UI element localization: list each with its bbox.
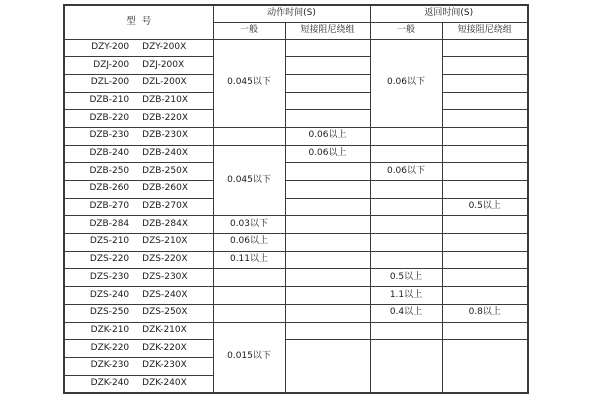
action-general-cell xyxy=(213,127,285,145)
model-name: DZB-240X xyxy=(142,148,189,159)
return-damping-cell xyxy=(442,181,528,199)
model-cell xyxy=(64,304,213,322)
return-damping-cell xyxy=(442,110,528,128)
return-damping-cell xyxy=(442,322,528,340)
return-damping-cell: 0.8以上 xyxy=(442,304,528,322)
table-row xyxy=(64,127,528,145)
model-name: DZB-230X xyxy=(142,130,189,141)
spec-table-container xyxy=(63,4,529,394)
model-cell xyxy=(64,127,213,145)
column-header-return-damping: 短接阻尼绕组 xyxy=(442,22,528,39)
model-cell xyxy=(64,145,213,163)
return-general-cell: 0.5以上 xyxy=(370,269,442,287)
action-damping-cell xyxy=(285,198,370,216)
model-name: DZB-230 xyxy=(89,130,130,141)
return-damping-cell xyxy=(442,163,528,181)
table-row xyxy=(64,234,528,252)
column-header-action-general: 一般 xyxy=(213,22,285,39)
return-general-cell: 0.4以上 xyxy=(370,304,442,322)
table-row xyxy=(64,269,528,287)
table-row xyxy=(64,181,528,199)
model-name: DZJ-200 xyxy=(93,59,130,70)
table-row xyxy=(64,163,528,181)
table-row xyxy=(64,74,528,92)
model-name: DZB-240 xyxy=(89,148,130,159)
model-name: DZB-284 xyxy=(89,218,130,229)
model-name: DZK-230X xyxy=(142,360,187,371)
table-row xyxy=(64,198,528,216)
action-damping-cell xyxy=(285,39,370,57)
table-row xyxy=(64,145,528,163)
action-damping-cell: 0.06以上 xyxy=(285,145,370,163)
action-damping-cell xyxy=(285,304,370,322)
table-row xyxy=(64,287,528,305)
action-damping-cell xyxy=(285,322,370,340)
table-row xyxy=(64,304,528,322)
model-name: DZK-220 xyxy=(90,342,130,353)
model-name: DZS-210 xyxy=(89,236,130,247)
model-name: DZY-200 xyxy=(91,41,130,52)
return-general-cell xyxy=(370,181,442,199)
model-name: DZB-270X xyxy=(142,201,189,212)
return-damping-cell xyxy=(442,287,528,305)
model-name: DZS-230X xyxy=(142,271,188,282)
table-row xyxy=(64,57,528,75)
model-cell xyxy=(64,269,213,287)
return-general-cell xyxy=(370,145,442,163)
table-row xyxy=(64,216,528,234)
action-damping-cell: 0.06以上 xyxy=(285,127,370,145)
return-damping-cell xyxy=(442,39,528,57)
model-cell xyxy=(64,92,213,110)
model-name: DZB-250X xyxy=(142,165,189,176)
model-cell xyxy=(64,251,213,269)
model-name: DZY-200X xyxy=(142,41,187,52)
model-cell xyxy=(64,57,213,75)
action-damping-cell xyxy=(285,57,370,75)
model-cell xyxy=(64,375,213,393)
return-general-cell: 0.06以下 xyxy=(370,39,442,127)
return-damping-cell xyxy=(442,92,528,110)
return-damping-cell xyxy=(442,57,528,75)
model-name: DZS-240X xyxy=(142,289,188,300)
model-name: DZB-250 xyxy=(89,165,130,176)
model-name: DZK-240 xyxy=(90,377,130,388)
action-damping-cell xyxy=(285,251,370,269)
model-name: DZS-250 xyxy=(89,307,130,318)
model-name: DZK-230 xyxy=(90,360,130,371)
model-name: DZB-210X xyxy=(142,94,189,105)
model-name: DZB-260X xyxy=(142,183,189,194)
action-general-cell: 0.045以下 xyxy=(213,39,285,127)
model-cell xyxy=(64,322,213,340)
action-damping-cell xyxy=(285,163,370,181)
action-general-cell: 0.06以上 xyxy=(213,234,285,252)
model-name: DZB-270 xyxy=(89,201,130,212)
model-cell xyxy=(64,110,213,128)
model-name: DZB-210 xyxy=(89,94,130,105)
model-name: DZJ-200X xyxy=(142,59,185,70)
model-cell xyxy=(64,216,213,234)
return-general-cell xyxy=(370,216,442,234)
model-name: DZS-220 xyxy=(89,254,130,265)
model-name: DZL-200X xyxy=(142,77,187,88)
return-damping-cell xyxy=(442,251,528,269)
return-damping-cell xyxy=(442,145,528,163)
action-general-cell xyxy=(213,304,285,322)
model-name: DZS-220X xyxy=(142,254,188,265)
model-name: DZK-210 xyxy=(90,324,130,335)
model-name: DZS-250X xyxy=(142,307,188,318)
action-general-cell: 0.03以下 xyxy=(213,216,285,234)
action-general-cell: 0.045以下 xyxy=(213,145,285,216)
model-cell xyxy=(64,287,213,305)
model-name: DZB-220 xyxy=(89,112,130,123)
column-header-return-time: 返回时间(S) xyxy=(370,5,528,22)
action-general-cell xyxy=(213,269,285,287)
return-general-cell: 1.1以上 xyxy=(370,287,442,305)
model-name: DZK-240X xyxy=(142,377,187,388)
return-damping-cell xyxy=(442,74,528,92)
return-general-cell: 0.06以下 xyxy=(370,163,442,181)
action-damping-cell xyxy=(285,92,370,110)
return-general-cell xyxy=(370,198,442,216)
action-damping-cell xyxy=(285,269,370,287)
model-name: DZS-230 xyxy=(89,271,130,282)
model-name: DZK-220X xyxy=(142,342,187,353)
return-damping-cell xyxy=(442,269,528,287)
column-header-action-damping: 短接阻尼绕组 xyxy=(285,22,370,39)
return-damping-cell xyxy=(442,234,528,252)
model-cell xyxy=(64,198,213,216)
spec-table-body xyxy=(64,39,528,393)
return-general-cell xyxy=(370,251,442,269)
model-name: DZL-200 xyxy=(90,77,130,88)
table-row xyxy=(64,92,528,110)
return-damping-cell xyxy=(442,216,528,234)
model-cell xyxy=(64,340,213,358)
model-cell xyxy=(64,357,213,375)
return-damping-cell xyxy=(442,127,528,145)
return-general-cell xyxy=(370,322,442,340)
table-row xyxy=(64,39,528,57)
action-general-cell xyxy=(213,287,285,305)
action-damping-cell xyxy=(285,340,370,393)
return-general-cell xyxy=(370,234,442,252)
column-header-action-time: 动作时间(S) xyxy=(213,5,370,22)
model-cell xyxy=(64,74,213,92)
return-damping-cell: 0.5以上 xyxy=(442,198,528,216)
table-row xyxy=(64,340,528,358)
action-damping-cell xyxy=(285,74,370,92)
model-name: DZK-210X xyxy=(142,324,187,335)
model-name: DZS-240 xyxy=(89,289,130,300)
model-cell xyxy=(64,39,213,57)
action-damping-cell xyxy=(285,110,370,128)
return-general-cell xyxy=(370,340,442,393)
model-name: DZS-210X xyxy=(142,236,188,247)
model-cell xyxy=(64,163,213,181)
return-general-cell xyxy=(370,127,442,145)
model-name: DZB-284X xyxy=(142,218,189,229)
action-damping-cell xyxy=(285,234,370,252)
return-damping-cell xyxy=(442,340,528,393)
column-header-return-general: 一般 xyxy=(370,22,442,39)
column-header-model: 型 号 xyxy=(64,5,213,39)
action-general-cell: 0.015以下 xyxy=(213,322,285,393)
table-row xyxy=(64,110,528,128)
model-cell xyxy=(64,181,213,199)
model-name: DZB-220X xyxy=(142,112,189,123)
action-damping-cell xyxy=(285,181,370,199)
action-general-cell: 0.11以上 xyxy=(213,251,285,269)
model-cell xyxy=(64,234,213,252)
table-row xyxy=(64,251,528,269)
relay-timing-spec-table xyxy=(63,4,529,394)
model-name: DZB-260 xyxy=(89,183,130,194)
table-row xyxy=(64,322,528,340)
action-damping-cell xyxy=(285,216,370,234)
action-damping-cell xyxy=(285,287,370,305)
